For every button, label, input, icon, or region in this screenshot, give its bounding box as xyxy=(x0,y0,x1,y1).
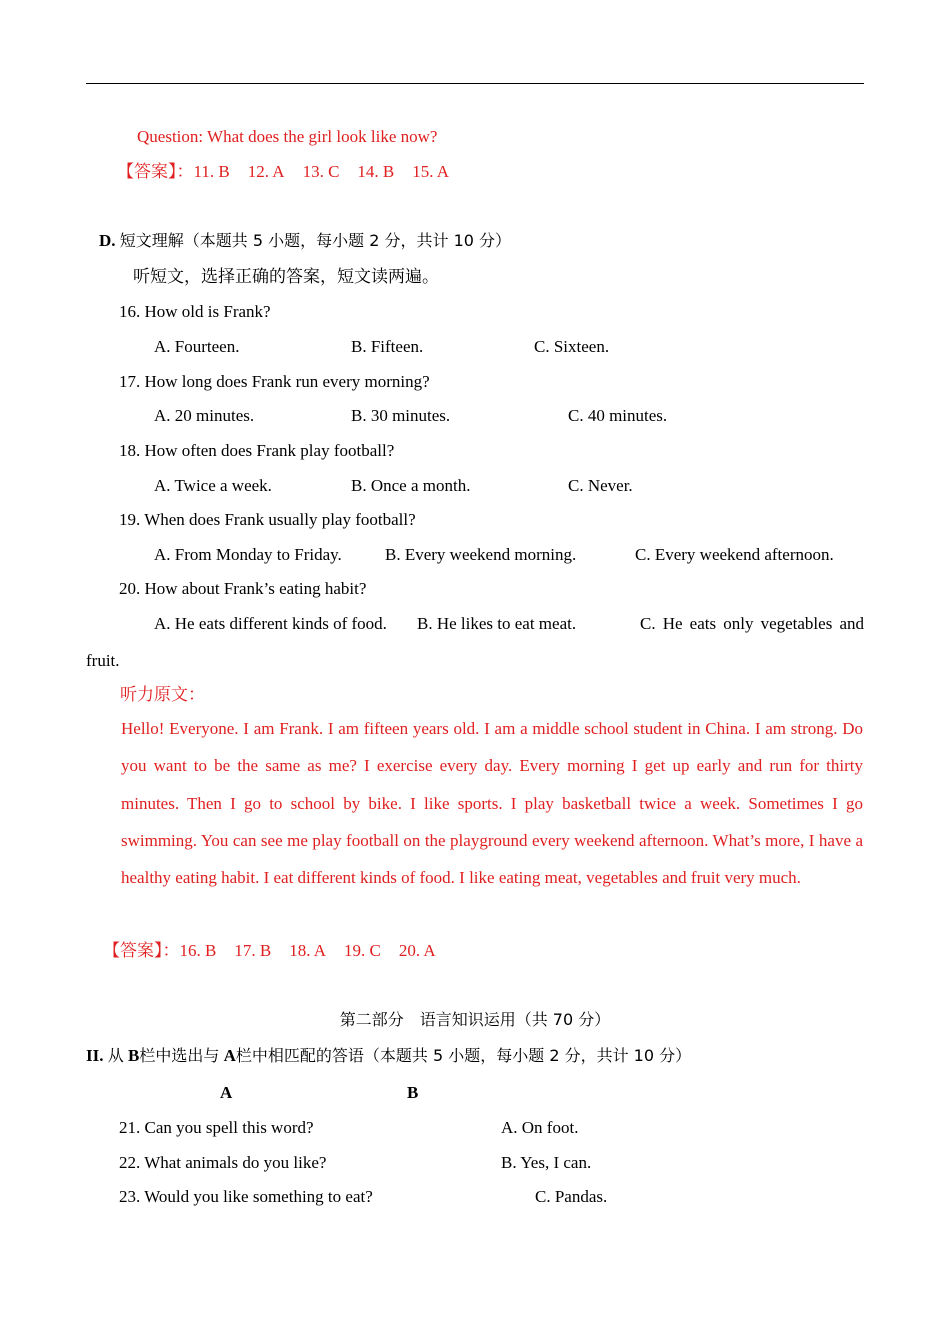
question-16: 16. How old is Frank? xyxy=(119,302,271,321)
section-d-instruction: 听短文，选择正确的答案，短文读两遍。 xyxy=(133,267,439,286)
answer-label: 【答案】： xyxy=(103,941,180,960)
option-19b: B. Every weekend morning. xyxy=(385,545,577,564)
answer-item: 14. B xyxy=(357,162,395,181)
answer-item: 18. A xyxy=(289,941,327,960)
option-16a: A. Fourteen. xyxy=(154,337,240,356)
option-17c: C. 40 minutes. xyxy=(568,406,668,425)
section-ii-col-b-ref: B xyxy=(128,1046,140,1065)
column-a-header: A xyxy=(220,1083,233,1102)
match-answer-a: A. On foot. xyxy=(501,1118,579,1137)
question-17: 17. How long does Frank run every morning? xyxy=(119,372,430,391)
option-17a: A. 20 minutes. xyxy=(154,406,255,425)
match-question-23: 23. Would you like something to eat? xyxy=(119,1187,373,1206)
part-two-title: 第二部分 语言知识运用（共 70 分） xyxy=(339,1010,611,1029)
option-18a: A. Twice a week. xyxy=(154,476,272,495)
option-18b: B. Once a month. xyxy=(351,476,471,495)
question-20: 20. How about Frank’s eating habit? xyxy=(119,579,367,598)
option-20b: B. He likes to eat meat. xyxy=(417,614,577,633)
answer-item: 12. A xyxy=(247,162,285,181)
question-19: 19. When does Frank usually play football? xyxy=(119,510,416,529)
transcript-label: 听力原文： xyxy=(120,685,205,704)
section-ii-col-a-ref: A xyxy=(223,1046,236,1065)
transcript-text: Hello! Everyone. I am Frank. I am fifteen years old. I am a middle school student in China. I am strong. Do you want to be the same as me? I exercise every day. Every morning I get up early and run for thirty minutes. Then I go to school by bike. I like sports. I play basketball twice a week. Sometimes I go swimming. You can see me play football on the playground every weekend afternoon. What’s more, I have a healthy eating habit. I eat different kinds of food. I like eating meat, vegetables and fruit very much. xyxy=(121,719,863,888)
answer-line-c xyxy=(117,162,449,182)
match-answer-b: B. Yes, I can. xyxy=(501,1153,592,1172)
section-ii-heading xyxy=(86,1046,691,1066)
option-19a: A. From Monday to Friday. xyxy=(154,545,342,564)
section-ii-text: 栏中选出与 xyxy=(139,1046,220,1065)
option-20a: A. He eats different kinds of food. xyxy=(154,614,387,633)
question-prompt: Question: What does the girl look like now? xyxy=(137,127,438,146)
answer-item: 15. A xyxy=(412,162,450,181)
section-d-heading xyxy=(99,231,511,251)
answer-item: 11. B xyxy=(193,162,230,181)
option-18c: C. Never. xyxy=(568,476,633,495)
match-answer-c: C. Pandas. xyxy=(535,1187,608,1206)
answer-item: 13. C xyxy=(302,162,340,181)
answer-item: 17. B xyxy=(234,941,272,960)
option-17b: B. 30 minutes. xyxy=(351,406,451,425)
section-ii-prefix: II. xyxy=(86,1046,104,1065)
answer-line-d xyxy=(103,941,436,961)
option-19c: C. Every weekend afternoon. xyxy=(635,545,834,564)
section-ii-text: 从 xyxy=(107,1046,124,1065)
option-16c: C. Sixteen. xyxy=(534,337,610,356)
answer-item: 16. B xyxy=(179,941,217,960)
option-20c-continuation: fruit. xyxy=(86,651,120,670)
match-question-21: 21. Can you spell this word? xyxy=(119,1118,314,1137)
question-18: 18. How often does Frank play football? xyxy=(119,441,395,460)
answer-item: 19. C xyxy=(344,941,381,960)
option-20c: C. He eats only vegetables and xyxy=(640,614,864,633)
section-d-title: 短文理解（本题共 5 小题，每小题 2 分，共计 10 分） xyxy=(119,231,512,250)
match-question-22: 22. What animals do you like? xyxy=(119,1153,327,1172)
column-b-header: B xyxy=(407,1083,419,1102)
header-rule xyxy=(86,83,864,84)
answer-label: 【答案】： xyxy=(117,162,194,181)
section-d-prefix: D. xyxy=(99,231,116,250)
option-16b: B. Fifteen. xyxy=(351,337,424,356)
section-ii-text: 栏中相匹配的答语（本题共 5 小题，每小题 2 分，共计 10 分） xyxy=(235,1046,692,1065)
answer-item: 20. A xyxy=(398,941,436,960)
